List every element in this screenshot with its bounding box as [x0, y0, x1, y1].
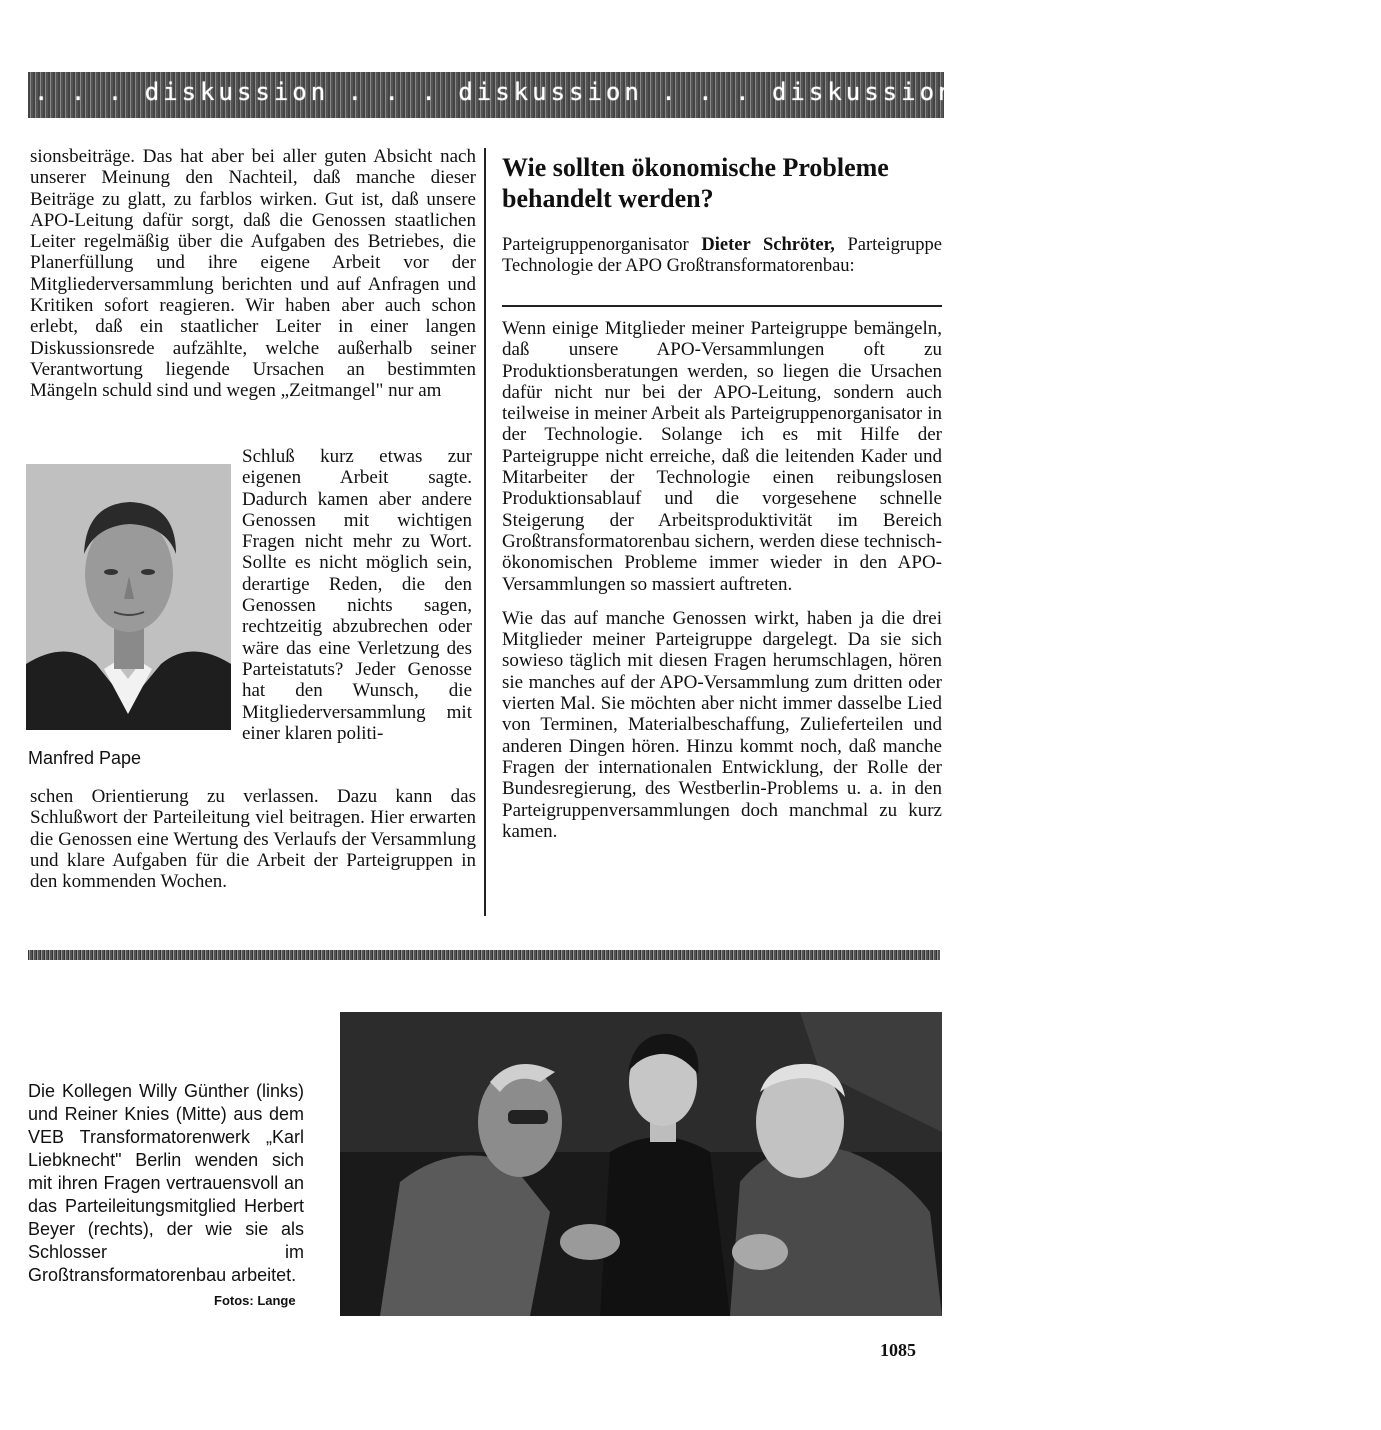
- section-divider: [28, 950, 940, 960]
- group-photo: [340, 1012, 942, 1316]
- photo-credit: Fotos: Lange: [214, 1293, 296, 1308]
- left-column-top-text: sionsbeiträge. Das hat aber bei aller guten Absicht nach unserer Meinung den Nachteil, daß manche dieser Beiträge zu glatt, zu farblos wirken. Gut ist, daß unsere APO-Leitung dafür sorgt, daß die Genossen staatlichen Leiter regelmäßig über die Aufgaben des Betriebes, die Planerfüllung und ihre eigene Arbeit vor der Mitgliederversammlung berichten und auf Anfragen und Kritiken sofort reagieren. Wir haben aber auch schon erlebt, daß ein staatlicher Leiter in einer langen Diskussionsrede aufzählte, welche außerhalb seiner Verantwortung liegende Ursachen an bestimmten Mängeln schuld sind und wegen „Zeitmangel" nur am: [30, 146, 476, 402]
- article-body: [502, 318, 942, 842]
- portrait-photo: [26, 464, 231, 730]
- byline-name: Dieter Schröter,: [701, 235, 835, 255]
- banner-text: . . . diskussion . . . diskussion . . . diskussion . . . diskussion . . .: [34, 78, 1381, 106]
- article-title: Wie sollten ökonomische Probleme behandelt werden?: [502, 153, 889, 213]
- portrait-caption: Manfred Pape: [28, 748, 142, 768]
- discussion-banner: [28, 72, 1381, 118]
- group-photo-caption: Die Kollegen Willy Günther (links) und Reiner Knies (Mitte) aus dem VEB Transformatorenwerk „Karl Liebknecht" Berlin wenden sich mit ihren Fragen vertrauensvoll an das Parteileitungsmitglied Herbert Beyer (rechts), der wie sie als Schlosser im Großtransformatorenbau arbeitet.: [28, 1081, 304, 1285]
- article-paragraph-2: Wie das auf manche Genossen wirkt, haben ja die drei Mitglieder meiner Parteigruppe dargelegt. Da sie sich sowieso täglich mit diesen Fragen herumschlagen, hören sie manches auf der APO-Versammlung zum dritten oder vierten Mal. Sie möchten aber nicht immer dasselbe Lied von Terminen, Materialbeschaffung, Zulieferteilen und anderen Dingen hören. Hinzu kommt noch, daß manche Fragen der internationalen Entwicklung, der Rolle der Bundesregierung, des Westberlin-Problems u. a. in den Parteigruppenversammlungen doch manchmal zu kurz kamen.: [502, 607, 942, 842]
- byline-affiliation: Parteigruppe Technologie der APO Großtransformatorenbau:: [502, 235, 942, 276]
- byline-role: Parteigruppenorganisator: [502, 235, 689, 255]
- article-paragraph-1: Wenn einige Mitglieder meiner Parteigruppe bemängeln, daß unsere APO-Versammlungen oft zu Produktionsberatungen werden, so liegen die Ursachen dafür nicht nur bei der APO-Leitung, sondern auch teilweise in meiner Arbeit als Parteigruppenorganisator in der Technologie. Solange ich es mit Hilfe der Parteigruppe nicht erreiche, daß die leitenden Kader und Mitarbeiter der Technologie einen reibungslosen Produktionsablauf und die vorgesehene schnelle Steigerung der Arbeitsproduktivität im Bereich Großtransformatorenbau sichern, werden diese technisch-ökonomischen Probleme immer wieder in den APO-Versammlungen so massiert auftreten.: [502, 318, 942, 595]
- left-column-wrap-text: Schluß kurz etwas zur eigenen Arbeit sagte. Dadurch kamen aber andere Genossen mit wichtigen Fragen nicht mehr zu Wort. Sollte es nicht möglich sein, derartige Reden, die den Genossen nichts sagen, rechtzeitig abzubrechen oder wäre das eine Verletzung des Parteistatuts? Jeder Genosse hat den Wunsch, die Mitgliederversammlung mit einer klaren politi-: [242, 446, 472, 744]
- column-divider: [484, 148, 486, 916]
- page-number: 1085: [880, 1340, 916, 1360]
- left-column-bottom-text: schen Orientierung zu verlassen. Dazu kann das Schlußwort der Parteileitung viel beitragen. Hier erwarten die Genossen eine Wertung des Verlaufs der Versammlung und klare Aufgaben für die Arbeit der Parteigruppen in den kommenden Wochen.: [30, 786, 476, 893]
- byline-rule: [502, 305, 942, 307]
- article-byline: [502, 235, 942, 277]
